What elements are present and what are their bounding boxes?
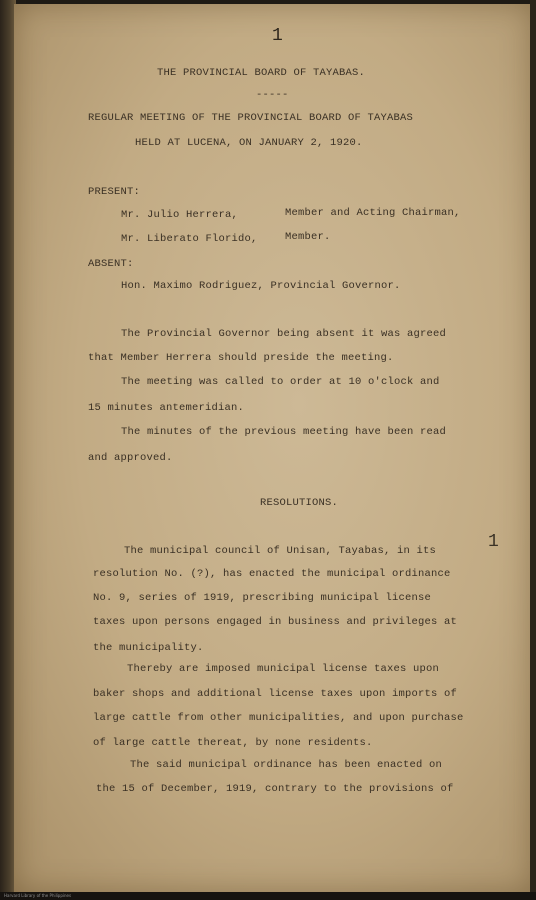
scan-footer-text: Harvard Library of the Philippines: [4, 893, 72, 898]
document-title: THE PROVINCIAL BOARD OF TAYABAS.: [157, 67, 366, 79]
resolution-line: The said municipal ordinance has been enacted on: [130, 759, 443, 771]
resolution-line: Thereby are imposed municipal license taxes upon: [127, 663, 440, 675]
paragraph-line: The meeting was called to order at 10 o'clock and: [121, 376, 440, 388]
present-member-name: Mr. Julio Herrera,: [121, 209, 239, 221]
resolutions-heading: RESOLUTIONS.: [260, 497, 339, 509]
resolution-line: taxes upon persons engaged in business and privileges at: [93, 616, 458, 628]
resolution-line: the municipality.: [93, 642, 204, 654]
resolution-line: The municipal council of Unisan, Tayabas, in its: [124, 545, 437, 557]
paragraph-line: The Provincial Governor being absent it was agreed: [121, 328, 447, 340]
page-right-edge: [530, 0, 536, 900]
paragraph-line: that Member Herrera should preside the meeting.: [88, 352, 394, 364]
present-member-name: Mr. Liberato Florido,: [121, 233, 258, 245]
resolution-line: resolution No. (?), has enacted the municipal ordinance: [93, 568, 451, 580]
resolution-line: baker shops and additional license taxes upon imports of: [93, 688, 458, 700]
absent-label: ABSENT:: [88, 258, 134, 270]
resolution-line: No. 9, series of 1919, prescribing municipal license: [93, 592, 432, 604]
margin-number: 1: [488, 532, 500, 552]
absent-line: Hon. Maximo Rodriguez, Provincial Governor.: [121, 280, 401, 292]
paragraph-line: and approved.: [88, 452, 173, 464]
paragraph-line: 15 minutes antemeridian.: [88, 402, 245, 414]
page-number: 1: [272, 26, 284, 46]
meeting-line-1: REGULAR MEETING OF THE PROVINCIAL BOARD OF TAYABAS: [88, 112, 414, 124]
present-label: PRESENT:: [88, 186, 141, 198]
paragraph-line: The minutes of the previous meeting have been read: [121, 426, 447, 438]
resolution-line: of large cattle thereat, by none residents.: [93, 737, 373, 749]
scan-footer-bar: [0, 892, 536, 900]
resolution-line: large cattle from other municipalities, and upon purchase: [93, 712, 464, 724]
title-divider: -----: [256, 89, 289, 101]
present-member-role: Member.: [285, 231, 331, 243]
present-member-role: Member and Acting Chairman,: [285, 207, 461, 219]
meeting-line-2: HELD AT LUCENA, ON JANUARY 2, 1920.: [135, 137, 363, 149]
resolution-line: the 15 of December, 1919, contrary to the provisions of: [96, 783, 454, 795]
